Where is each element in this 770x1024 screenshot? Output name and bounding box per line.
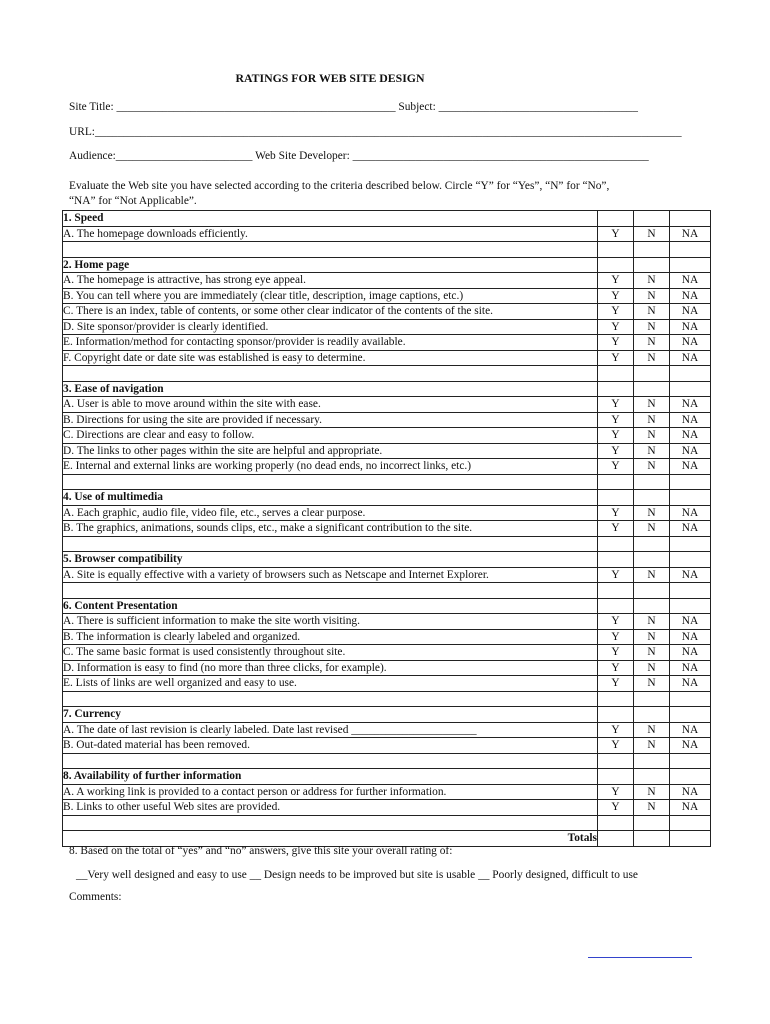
blank-cell [634,769,670,785]
blank-cell [598,583,634,599]
no-option[interactable]: N [634,226,670,242]
blank-cell [634,598,670,614]
na-option[interactable]: NA [670,428,711,444]
na-option[interactable]: NA [670,397,711,413]
blank-cell [670,769,711,785]
na-option[interactable]: NA [670,800,711,816]
na-option[interactable]: NA [670,660,711,676]
no-option[interactable]: N [634,614,670,630]
blank-cell [63,366,598,382]
blank-cell [670,242,711,258]
totals-row [63,831,711,847]
no-option[interactable]: N [634,397,670,413]
na-option[interactable]: NA [670,505,711,521]
criteria-row [63,288,711,304]
spacer-row [63,242,711,258]
blank-cell [634,474,670,490]
criteria-text: B. The graphics, animations, sounds clips, etc., make a significant contribution to the site. [63,521,598,537]
criteria-row [63,660,711,676]
na-option[interactable]: NA [670,567,711,583]
blank-cell [598,366,634,382]
blank-cell [63,753,598,769]
blank-cell [598,490,634,506]
blank-cell [670,815,711,831]
blank-cell [598,552,634,568]
total-cell[interactable] [598,831,634,847]
rating-table [62,210,711,847]
yes-option[interactable]: Y [598,273,634,289]
site-title-subject-field[interactable]: Site Title: _________________________________________________ Subject: ___________________________________ [69,101,638,113]
spacer-row [63,583,711,599]
na-option[interactable]: NA [670,521,711,537]
url-field[interactable]: URL:_______________________________________________________________________________________________________ [69,126,682,138]
overall-rating-question: 8. Based on the total of “yes” and “no” answers, give this site your overall rating of: [69,845,453,857]
blank-cell [63,815,598,831]
blank-cell [63,242,598,258]
blank-cell [598,257,634,273]
criteria-row [63,459,711,475]
yes-option[interactable]: Y [598,428,634,444]
na-option[interactable]: NA [670,676,711,692]
yes-option[interactable]: Y [598,784,634,800]
section-heading: 7. Currency [63,707,598,723]
criteria-row [63,800,711,816]
blank-cell [598,598,634,614]
criteria-text: B. Out-dated material has been removed. [63,738,598,754]
blank-cell [598,536,634,552]
blank-cell [598,474,634,490]
blank-cell [634,707,670,723]
no-option[interactable]: N [634,645,670,661]
yes-option[interactable]: Y [598,319,634,335]
criteria-text: A. The homepage is attractive, has strong eye appeal. [63,273,598,289]
no-option[interactable]: N [634,459,670,475]
blank-cell [670,552,711,568]
blank-cell [670,257,711,273]
no-option[interactable]: N [634,428,670,444]
yes-option[interactable]: Y [598,226,634,242]
na-option[interactable]: NA [670,614,711,630]
spacer-row [63,366,711,382]
blank-cell [634,815,670,831]
criteria-row [63,273,711,289]
no-option[interactable]: N [634,567,670,583]
criteria-row [63,443,711,459]
instructions-line-1: Evaluate the Web site you have selected according to the criteria described below. Circle “Y” for “Yes”, “N” for “No”, [69,180,610,192]
na-option[interactable]: NA [670,412,711,428]
blank-cell [670,366,711,382]
yes-option[interactable]: Y [598,629,634,645]
section-heading: 4. Use of multimedia [63,490,598,506]
blank-cell [634,490,670,506]
na-option[interactable]: NA [670,459,711,475]
blank-cell [670,598,711,614]
yes-option[interactable]: Y [598,505,634,521]
spacer-row [63,753,711,769]
blank-cell [598,753,634,769]
blank-cell [670,707,711,723]
yes-option[interactable]: Y [598,722,634,738]
na-option[interactable]: NA [670,288,711,304]
blank-cell [634,536,670,552]
criteria-text: B. The information is clearly labeled and organized. [63,629,598,645]
blank-cell [598,691,634,707]
page-title: RATINGS FOR WEB SITE DESIGN [235,71,425,85]
na-option[interactable]: NA [670,226,711,242]
criteria-text: A. The homepage downloads efficiently. [63,226,598,242]
no-option[interactable]: N [634,505,670,521]
blank-cell [634,552,670,568]
footer-link[interactable] [588,957,692,958]
section-heading-row [63,490,711,506]
criteria-row [63,738,711,754]
audience-developer-field[interactable]: Audience:________________________ Web Site Developer: ____________________________________________________ [69,150,649,162]
no-option[interactable]: N [634,521,670,537]
section-heading-row [63,552,711,568]
blank-cell [63,583,598,599]
section-heading-row [63,598,711,614]
criteria-row [63,505,711,521]
criteria-row [63,226,711,242]
yes-option[interactable]: Y [598,412,634,428]
section-heading: 3. Ease of navigation [63,381,598,397]
section-heading: 1. Speed [63,211,598,227]
blank-cell [634,211,670,227]
section-heading-row [63,707,711,723]
section-heading: 8. Availability of further information [63,769,598,785]
criteria-row [63,645,711,661]
na-option[interactable]: NA [670,304,711,320]
section-heading: 6. Content Presentation [63,598,598,614]
blank-cell [670,381,711,397]
no-option[interactable]: N [634,335,670,351]
blank-cell [670,753,711,769]
criteria-text: B. You can tell where you are immediately (clear title, description, image captions, etc.) [63,288,598,304]
blank-cell [63,536,598,552]
criteria-text: A. User is able to move around within the site with ease. [63,397,598,413]
blank-cell [634,242,670,258]
criteria-row [63,350,711,366]
criteria-text: A. The date of last revision is clearly labeled. Date last revised ______________________ [63,722,598,738]
blank-cell [634,366,670,382]
criteria-text: B. Links to other useful Web sites are provided. [63,800,598,816]
blank-cell [670,583,711,599]
no-option[interactable]: N [634,443,670,459]
no-option[interactable]: N [634,288,670,304]
yes-option[interactable]: Y [598,288,634,304]
criteria-row [63,319,711,335]
blank-cell [598,242,634,258]
na-option[interactable]: NA [670,645,711,661]
section-heading-row [63,257,711,273]
yes-option[interactable]: Y [598,304,634,320]
criteria-text: A. A working link is provided to a contact person or address for further information. [63,784,598,800]
blank-cell [634,257,670,273]
section-heading-row [63,211,711,227]
yes-option[interactable]: Y [598,443,634,459]
no-option[interactable]: N [634,738,670,754]
no-option[interactable]: N [634,629,670,645]
no-option[interactable]: N [634,273,670,289]
blank-cell [634,583,670,599]
na-option[interactable]: NA [670,319,711,335]
yes-option[interactable]: Y [598,397,634,413]
blank-cell [598,707,634,723]
spacer-row [63,815,711,831]
criteria-row [63,614,711,630]
blank-cell [670,211,711,227]
criteria-row [63,567,711,583]
criteria-text: D. Site sponsor/provider is clearly identified. [63,319,598,335]
criteria-text: C. Directions are clear and easy to follow. [63,428,598,444]
totals-label: Totals [63,831,598,847]
blank-cell [598,769,634,785]
na-option[interactable]: NA [670,784,711,800]
yes-option[interactable]: Y [598,567,634,583]
criteria-row [63,676,711,692]
na-option[interactable]: NA [670,722,711,738]
no-option[interactable]: N [634,304,670,320]
criteria-row [63,397,711,413]
criteria-text: A. There is sufficient information to make the site worth visiting. [63,614,598,630]
na-option[interactable]: NA [670,335,711,351]
criteria-row [63,784,711,800]
criteria-row [63,428,711,444]
total-cell[interactable] [634,831,670,847]
criteria-text: D. The links to other pages within the site are helpful and appropriate. [63,443,598,459]
no-option[interactable]: N [634,800,670,816]
blank-cell [670,691,711,707]
section-heading: 2. Home page [63,257,598,273]
instructions-line-2: “NA” for “Not Applicable”. [69,195,197,207]
criteria-text: E. Information/method for contacting sponsor/provider is readily available. [63,335,598,351]
yes-option[interactable]: Y [598,660,634,676]
no-option[interactable]: N [634,319,670,335]
criteria-text: E. Lists of links are well organized and easy to use. [63,676,598,692]
overall-rating-options[interactable]: __Very well designed and easy to use __ Design needs to be improved but site is usable __ Poorly designed, difficult to use [76,869,638,881]
no-option[interactable]: N [634,412,670,428]
blank-cell [634,691,670,707]
yes-option[interactable]: Y [598,521,634,537]
na-option[interactable]: NA [670,629,711,645]
total-cell[interactable] [670,831,711,847]
section-heading-row [63,381,711,397]
yes-option[interactable]: Y [598,800,634,816]
blank-cell [670,490,711,506]
criteria-text: C. The same basic format is used consistently throughout site. [63,645,598,661]
no-option[interactable]: N [634,676,670,692]
criteria-text: D. Information is easy to find (no more than three clicks, for example). [63,660,598,676]
criteria-row [63,335,711,351]
na-option[interactable]: NA [670,738,711,754]
blank-cell [634,381,670,397]
na-option[interactable]: NA [670,443,711,459]
blank-cell [670,536,711,552]
criteria-text: A. Each graphic, audio file, video file, etc., serves a clear purpose. [63,505,598,521]
na-option[interactable]: NA [670,350,711,366]
blank-cell [598,211,634,227]
criteria-row [63,412,711,428]
blank-cell [670,474,711,490]
yes-option[interactable]: Y [598,459,634,475]
yes-option[interactable]: Y [598,738,634,754]
criteria-text: B. Directions for using the site are provided if necessary. [63,412,598,428]
spacer-row [63,691,711,707]
yes-option[interactable]: Y [598,645,634,661]
section-heading-row [63,769,711,785]
blank-cell [63,691,598,707]
no-option[interactable]: N [634,722,670,738]
yes-option[interactable]: Y [598,350,634,366]
blank-cell [634,753,670,769]
criteria-row [63,722,711,738]
blank-cell [598,815,634,831]
criteria-row [63,629,711,645]
no-option[interactable]: N [634,660,670,676]
criteria-text: F. Copyright date or date site was established is easy to determine. [63,350,598,366]
yes-option[interactable]: Y [598,676,634,692]
spacer-row [63,536,711,552]
yes-option[interactable]: Y [598,614,634,630]
no-option[interactable]: N [634,350,670,366]
blank-cell [63,474,598,490]
criteria-row [63,304,711,320]
blank-cell [598,381,634,397]
criteria-text: C. There is an index, table of contents, or some other clear indicator of the contents of the site. [63,304,598,320]
na-option[interactable]: NA [670,273,711,289]
spacer-row [63,474,711,490]
no-option[interactable]: N [634,784,670,800]
comments-label: Comments: [69,891,122,903]
criteria-text: A. Site is equally effective with a variety of browsers such as Netscape and Internet Explorer. [63,567,598,583]
criteria-text: E. Internal and external links are working properly (no dead ends, no incorrect links, etc.) [63,459,598,475]
criteria-row [63,521,711,537]
section-heading: 5. Browser compatibility [63,552,598,568]
yes-option[interactable]: Y [598,335,634,351]
